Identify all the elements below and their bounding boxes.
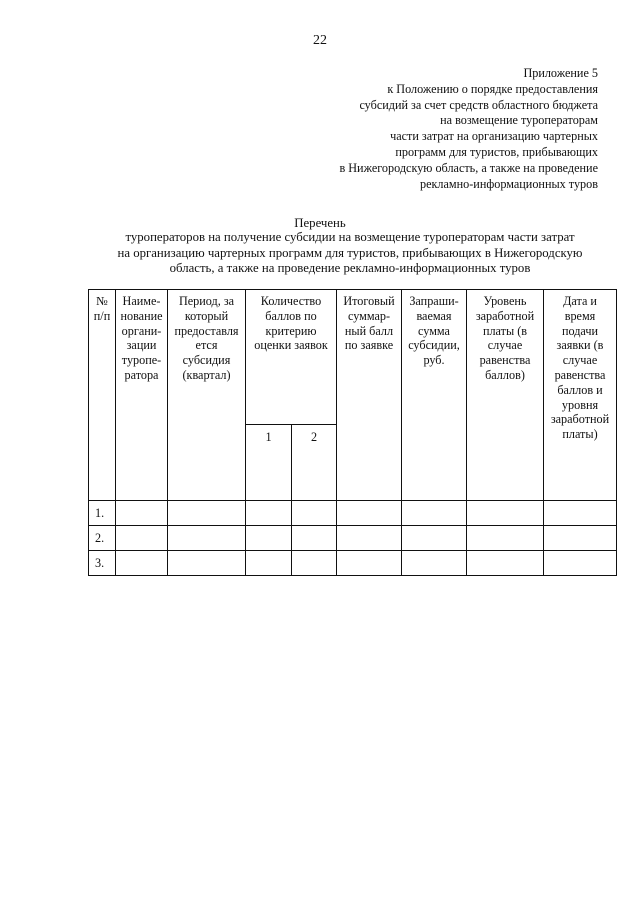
row-number: 1. [89, 501, 116, 526]
subtitle-line: туроператоров на получение субсидии на возмещение туроператорам части затрат [125, 230, 575, 244]
header-total: Итоговый суммар- ный балл по заявке [337, 290, 402, 501]
table-row [89, 551, 617, 576]
document-subtitle [100, 230, 600, 277]
appendix-line: рекламно-информационных туров [420, 176, 598, 191]
appendix-caption [339, 66, 598, 192]
appendix-line: части затрат на организацию чартерных [390, 129, 598, 144]
page-number: 22 [313, 33, 327, 48]
row-number: 3. [89, 551, 116, 576]
document-title: Перечень [294, 216, 346, 230]
appendix-line: субсидий за счет средств областного бюджета [359, 97, 598, 112]
appendix-line: к Положению о порядке предоставления [387, 81, 598, 96]
table-row [89, 526, 617, 551]
header-score-criterion-2: 2 [292, 425, 337, 501]
subtitle-line: на организацию чартерных программ для туристов, прибывающих в Нижегородскую [117, 245, 583, 260]
table-row [89, 501, 617, 526]
header-period: Период, за который предоставля ется субсидия (квартал) [168, 290, 246, 501]
header-amount: Запраши- ваемая сумма субсидии, руб. [402, 290, 467, 501]
header-num: № п/п [89, 290, 116, 501]
appendix-line: программ для туристов, прибывающих [395, 144, 598, 159]
header-row [89, 290, 617, 425]
row-number: 2. [89, 526, 116, 551]
appendix-line: Приложение 5 [523, 66, 598, 80]
appendix-line: в Нижегородскую область, а также на проведение [339, 160, 598, 175]
header-date: Дата и время подачи заявки (в случае равенства баллов и уровня заработной платы) [544, 290, 617, 501]
appendix-line: на возмещение туроператорам [440, 113, 598, 128]
operators-table [88, 289, 617, 576]
header-score: Количество баллов по критерию оценки заявок [246, 290, 337, 425]
header-name: Наиме- нование органи- зации туропе- ратора [116, 290, 168, 501]
subtitle-line: область, а также на проведение рекламно-информационных туров [169, 261, 531, 275]
header-salary: Уровень заработной платы (в случае равенства баллов) [467, 290, 544, 501]
header-score-criterion-1: 1 [246, 425, 292, 501]
